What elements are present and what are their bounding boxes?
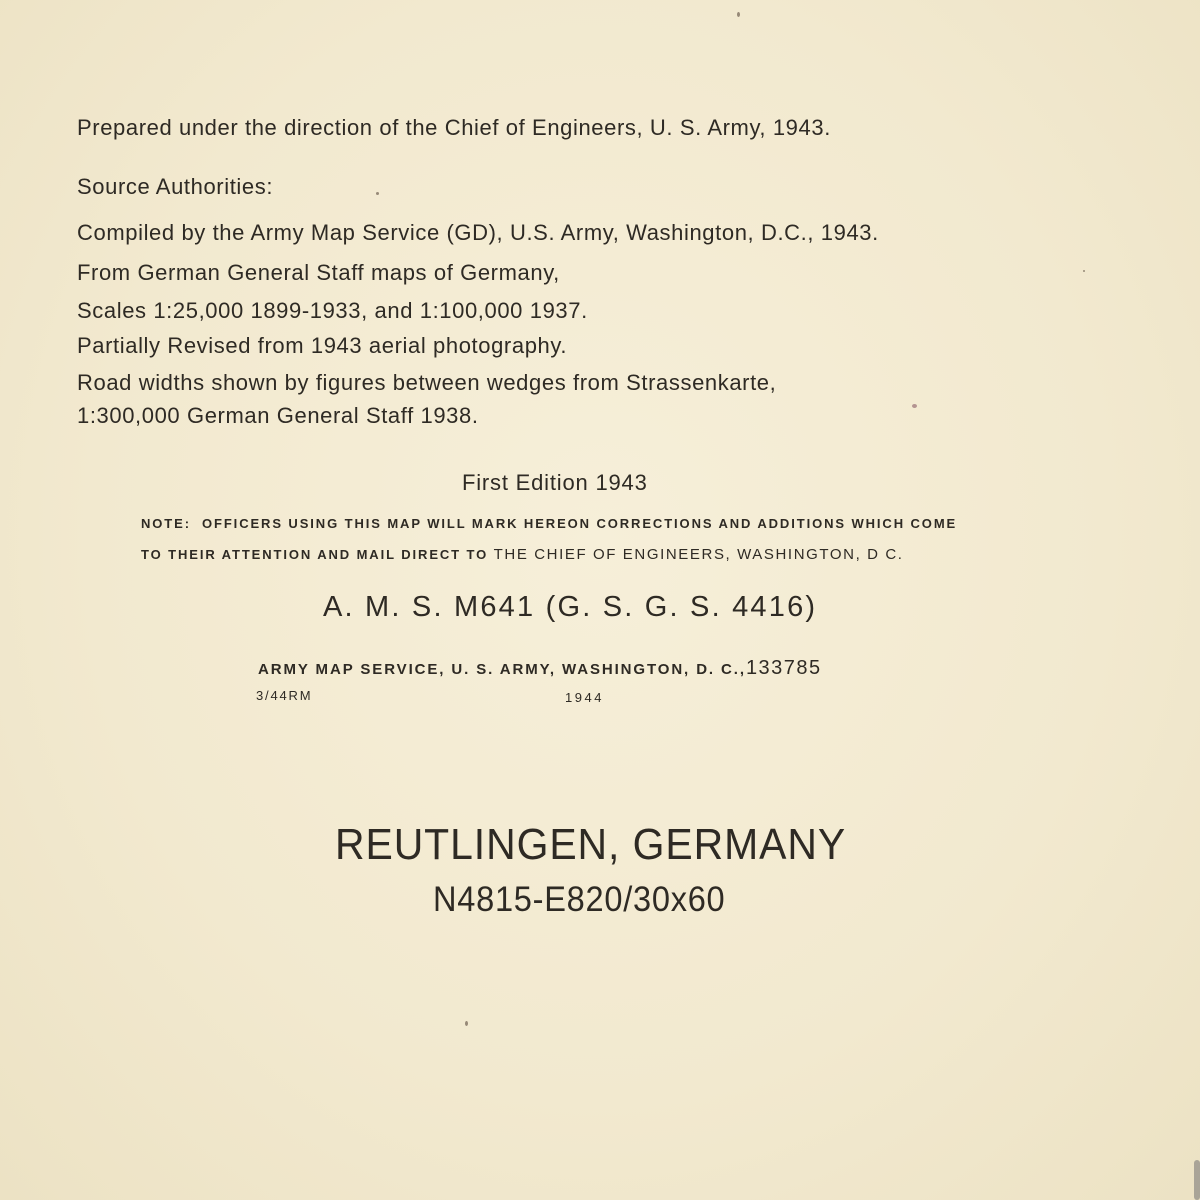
officers-note-line-2 bbox=[141, 546, 904, 563]
paper-speck bbox=[912, 404, 917, 408]
paper-speck bbox=[737, 12, 740, 17]
sheet-code: N4815-E820/30x60 bbox=[433, 880, 726, 919]
printer-number: 133785 bbox=[745, 657, 822, 679]
note-label: NOTE: bbox=[141, 516, 191, 531]
printer-agency: ARMY MAP SERVICE, U. S. ARMY, WASHINGTON, D. C., bbox=[258, 661, 746, 678]
sheet-title: REUTLINGEN, GERMANY bbox=[335, 820, 847, 869]
ams-designation: A. M. S. M641 (G. S. G. S. 4416) bbox=[323, 591, 818, 623]
paper-speck bbox=[465, 1021, 468, 1026]
note-text-1: OFFICERS USING THIS MAP WILL MARK HEREON CORRECTIONS AND ADDITIONS WHICH COME bbox=[201, 516, 958, 531]
edition-line: First Edition 1943 bbox=[462, 470, 648, 495]
paper-speck bbox=[1194, 1160, 1200, 1200]
source-line-revision: Partially Revised from 1943 aerial photography. bbox=[77, 333, 568, 358]
source-authorities-heading: Source Authorities: bbox=[77, 174, 274, 199]
prepared-by-line: Prepared under the direction of the Chief of Engineers, U. S. Army, 1943. bbox=[77, 115, 831, 140]
source-line-road-widths: Road widths shown by figures between wedges from Strassenkarte, bbox=[77, 370, 777, 395]
source-line-strassenkarte: 1:300,000 German General Staff 1938. bbox=[77, 403, 479, 428]
paper-speck bbox=[1083, 270, 1085, 272]
officers-note-line-1 bbox=[141, 516, 957, 531]
source-line-german-maps: From German General Staff maps of Germany, bbox=[77, 260, 560, 285]
print-year: 1944 bbox=[565, 690, 604, 705]
note-text-2: TO THEIR ATTENTION AND MAIL DIRECT TO bbox=[141, 547, 489, 562]
paper-speck bbox=[376, 192, 379, 195]
printer-imprint bbox=[258, 657, 822, 680]
print-code: 3/44RM bbox=[256, 688, 313, 703]
source-line-scales: Scales 1:25,000 1899-1933, and 1:100,000 1937. bbox=[77, 298, 588, 323]
note-chief-of-engineers: THE CHIEF OF ENGINEERS, WASHINGTON, D C. bbox=[493, 546, 904, 563]
source-line-compiled: Compiled by the Army Map Service (GD), U.S. Army, Washington, D.C., 1943. bbox=[77, 220, 879, 245]
